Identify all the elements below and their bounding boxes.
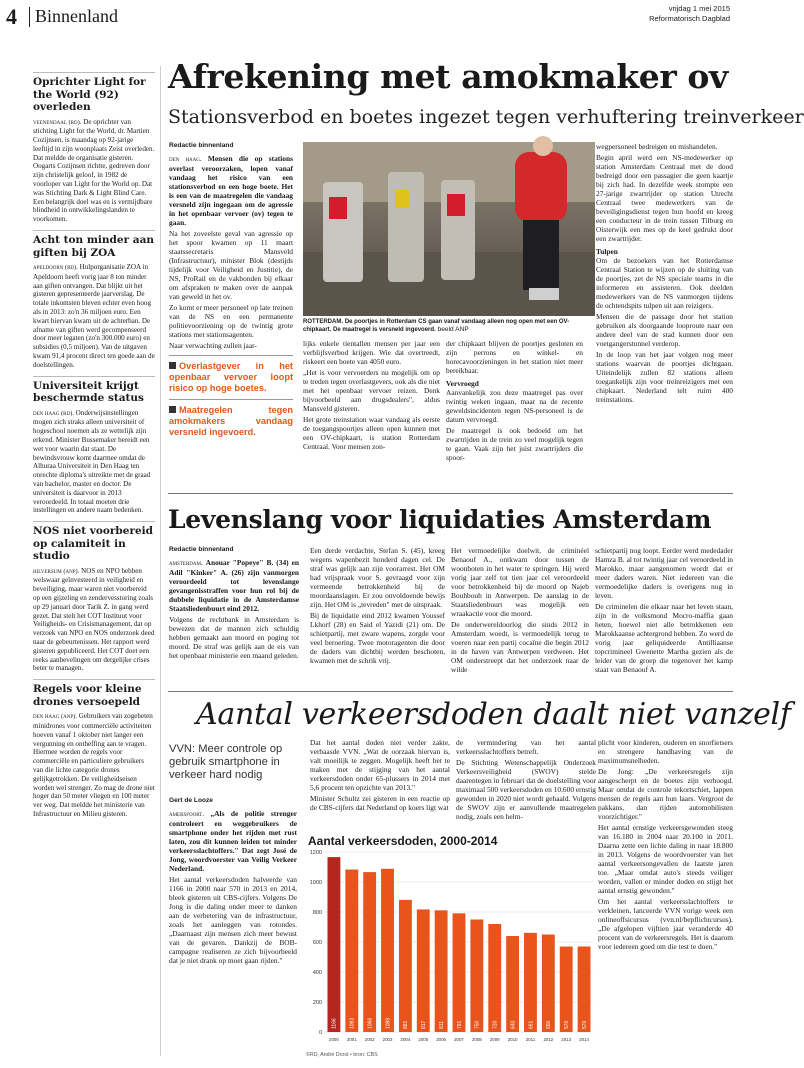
paragraph: Zo komt er meer personeel op late treinen van de NS en een permanente politievoorziening op de twintig grote stations met stationsagenten. bbox=[169, 303, 293, 339]
y-tick-label: 200 bbox=[312, 1000, 322, 1006]
paragraph: In de loop van het jaar volgen nog meer stations waarvan de poortjes dichtgaan. Uiteindelijk zullen 82 stations alleen toegankelijk zijn voor treinreizigers met een chipkaart. Nederland telt ruim 400 treinstations. bbox=[596, 350, 733, 404]
bar-value-label: 570 bbox=[581, 1020, 588, 1029]
x-tick-label: 2012 bbox=[543, 1037, 554, 1042]
paragraph: plicht voor kinderen, ouderen en snorfietsers en strengere handhaving van de maximumsnelheden. bbox=[598, 738, 733, 765]
bar bbox=[488, 924, 501, 1032]
bar-value-label: 817 bbox=[421, 1020, 428, 1029]
news-brief-body: Gebruikers van zogeheten minidrones voor commerciële activiteiten hoeven vanaf 1 oktober niet langer een vergunning en ontheffing aan te vragen. Hiermee worden de regels voor commerciële en particuliere gebruikers van die lichte categorie drones gelijkgetrokken. De veiligheidseisen worden wel strenger. Zo mag de drone niet hoger dan 50 meter vliegen en 100 meter ver weg. Dat meldde het ministerie van Infrastructuur en Milieu gisteren. bbox=[33, 712, 155, 819]
news-brief-dateline: hilversum (anp). bbox=[33, 567, 80, 575]
article2-col1-paras bbox=[169, 615, 299, 660]
paper-name: Reformatorisch Dagblad bbox=[649, 13, 730, 23]
bar bbox=[328, 857, 341, 1032]
paragraph: Een derde verdachte, Stefan S. (45), kreeg wegens wapenbezit honderd dagen cel. De straf was gelijk aan zijn voorarrest. Het OM had vrijspraak voor S. gevraagd voor zijn vermeende betrokkenheid bij de moordaanslagen. Er zou onvoldoende bewijs zijn. Het OM is „tevreden" met de uitspraak. bbox=[310, 546, 445, 609]
paragraph: Begin april werd een NS-medewerker op station Amsterdam Centraal met de dood bedreigd door een passagier die geen kaartje bij zich had. In dezelfde week stompte een 27-jarige zwartrijder op station Utrecht Centraal twee medewerkers van de beveiligingsdienst tegen hun hoofd en kreeg een conducteur in de trein tussen Tilburg en Oisterwijk een mes op de keel gedrukt door een zwartrijder. bbox=[596, 153, 733, 243]
x-tick-label: 2008 bbox=[471, 1037, 482, 1042]
paragraph: Volgens de rechtbank in Amsterdam is bewezen dat de mannen zich schuldig hebben gemaakt aan moord en poging tot moord. De straf was gelijk aan de eis van het openbaar ministerie een maand geleden. bbox=[169, 615, 299, 660]
article3-col1 bbox=[169, 797, 297, 1062]
news-brief-text bbox=[33, 712, 155, 819]
news-brief-body: Hulporganisatie ZOA in Apeldoorn heeft vorig jaar 8 ton minder aan giften ontvangen. Dat blijkt uit het gisteren gepresenteerde jaarverslag. De totale inkomsten bleven echter even hoog als in 2013: zo'n 36 miljoen euro. Een kwart hiervan kwam uit de achterban. De afname van giften werd gecompenseerd door meer legaten (zo'n 300.000 euro) en subsidies (0,5 miljoen). Van de uitgaven kwam 91,4 procent direct ten goede aan de doelstellingen. bbox=[33, 263, 155, 369]
pull-quote-1: Overlastgever in het openbaar vervoer loopt risico op hoge boetes. bbox=[169, 361, 293, 393]
news-brief-text bbox=[33, 567, 155, 674]
bar bbox=[363, 872, 376, 1032]
news-brief-title: Acht ton minder aan giften bij ZOA bbox=[33, 234, 155, 259]
y-tick-label: 1000 bbox=[309, 880, 322, 886]
bar-value-label: 811 bbox=[438, 1021, 445, 1029]
news-brief-title: NOS niet voorbereid op calamiteit in studio bbox=[33, 525, 153, 563]
pull-rule bbox=[169, 399, 293, 400]
pull-rule bbox=[169, 355, 293, 356]
news-brief-dateline: veenendaal (rd). bbox=[33, 118, 82, 126]
article3-lead: „Als de politie strenger controleert en weggebruikers de smartphone onder het rijden met rust laten, zou dit kunnen leiden tot minder verkeersslachtoffers." Dat zegt José de Jong, woordvoerster van Veilig Verkeer Nederland. bbox=[169, 809, 297, 873]
paragraph: De criminelen die elkaar naar het leven staan, zijn in de volksmond Mocro-maffia gaan heten, hoewel niet alle betrokkenen een Marokkaanse achtergrond hebben. Zo werd de vorig jaar geliquideerde Antilliaanse topcrimineel Gwenette Martha gezien als de leider van de groep die tegenover het kamp staat van Benaouf A. bbox=[595, 602, 733, 674]
paragraph: Het aantal ernstige verkeersgewonden steeg van 16.180 in 2004 naar 20.100 in 2011. Daarna zette een lichte daling in naar 18.800 in 2013. Volgens de woordvoerster van het aantal verkeersongevallen de laatste jaren toe. „Maar omdat auto's steeds veiliger worden, vallen er minder doden en stijgt het aantal ernstig gewonden." bbox=[598, 823, 733, 895]
news-brief-body: De oprichter van stichting Light for the World, dr. Martien Cozijnsen, is maandag op 92-jarige leeftijd in zijn woonplaats Zeist overleden. Dat meldde de organisatie gisteren. Oogarts Cozijnsen richtte, gedreven door zijn christelijk geloof, in 1982 de voorloper van Light for the World op. Dat was Stichting Dark & Light Blind Care. Een belangrijk doel was en is vermijdbare blindheid in ontwikkelingslanden te voorkomen. bbox=[33, 117, 155, 224]
news-brief-body: NOS en NPO hebben welswaar geïnvesteerd in veiligheid en beveiliging, maar waren niet voorbereid op een gijzeling en zendervesstoring zoals op 29 januari door Tarik Z. in gang werd gezet. Dat stelt het COT Instituut voor Veiligheids- en Crisismanagement, dat op verzoek van NPO en NOS onderzoek deed naar de gebeurtenissen. Het rapport werd gisteren gepubliceerd. Het COT doet een reeks aanbevelingen om dergelijke crises beter te managen. bbox=[33, 566, 155, 673]
bar bbox=[345, 870, 358, 1032]
date: vrijdag 1 mei 2015 bbox=[668, 4, 730, 13]
news-brief-dateline: den haag (anp). bbox=[33, 713, 77, 721]
article1-col4-paras bbox=[596, 142, 733, 243]
paragraph: Naar verwachting zullen jaar- bbox=[169, 341, 257, 350]
bar bbox=[381, 869, 394, 1032]
chart-source: ©RD, André Dorst • bron: CBS bbox=[306, 1052, 378, 1058]
x-tick-label: 2004 bbox=[400, 1037, 411, 1042]
divider bbox=[168, 691, 733, 692]
x-tick-label: 2000 bbox=[329, 1037, 339, 1042]
bar bbox=[542, 935, 555, 1033]
paragraph: De maatregel is ook bedoeld om het zwartrijden in de trein zo veel mogelijk tegen te gaan. Vaak zijn het juist zwartrijders die spoor- bbox=[446, 426, 583, 462]
header-divider bbox=[29, 7, 30, 27]
article1-col3b-paras bbox=[446, 388, 583, 462]
news-brief bbox=[33, 230, 155, 370]
paragraph: der chipkaart blijven de poortjes gesloten en zijn perrons en winkel- en horecavoorzieningen in het station niet meer bereikbaar. bbox=[446, 339, 583, 375]
news-brief-text bbox=[33, 409, 155, 516]
article1-subhead-vervroegd: Vervroegd bbox=[446, 379, 479, 388]
paragraph: Het vermoedelijke doelwit, de criminéel Benaouf A., ontkwam door tussen de woonboten in het water te springen. Hij werd vorig jaar zelf tot tien jaar cel veroordeeld voor betrokkenheid bij de moord op Najeb Bouhbouh in Antwerpen. De aanslag in de Staatsliedenbuurt was mogelijk een wraakactie voor die moord. bbox=[451, 546, 589, 618]
news-brief-dateline: apeldoorn (rd). bbox=[33, 264, 78, 272]
y-tick-label: 600 bbox=[312, 940, 322, 946]
news-brief-title: Oprichter Light for the World (92) overleden bbox=[33, 76, 146, 113]
divider bbox=[168, 493, 733, 494]
news-brief-title: Universiteit krijgt beschermde status bbox=[33, 379, 144, 405]
paragraph: Dat het aantal doden niet verder zakte, verbaasde VVN. „Wat de oorzaak hiervan is, valt moeilijk te zeggen. Mogelijk heeft het te maken met de stijging van het aantal verkeersdoden onder 65-plussers in 2014 met 5,6 procent ten opzichte van 2013." bbox=[310, 738, 450, 792]
article1-dateline: den haag. bbox=[169, 156, 202, 163]
article2-headline: Levenslang voor liquidaties Amsterdam bbox=[168, 505, 712, 534]
article3-col1-paras bbox=[169, 875, 297, 965]
bar bbox=[435, 910, 448, 1032]
bar-value-label: 650 bbox=[546, 1020, 553, 1029]
page-number: 4 bbox=[6, 4, 17, 29]
article1-col4b-paras bbox=[596, 256, 733, 404]
news-brief-title: Regels voor kleine drones versoepeld bbox=[33, 683, 142, 708]
paragraph: Om de bezoekers van het Rotterdamse Centraal Station te wijzen op de sluiting van de poortjes, zet de NS speciale teams in die informeren en assisteren. Ook deelden medewerkers van de NS vanmorgen tijdens de ochtendspits tulpen uit aan reizigers. bbox=[596, 256, 733, 310]
article3-headline: Aantal verkeersdoden daalt niet vanzelf bbox=[196, 697, 791, 732]
paragraph: De Jong: „De verkeersregels zijn aangescherpt en de boetes zijn verhoogd. Maar omdat de controle tekortschiet, lappen mensen de regels aan hun laars. Vergroot de pakkans, dan rijden automobilisten voorzichtiger." bbox=[598, 767, 733, 821]
traffic-deaths-chart bbox=[305, 846, 597, 1050]
bar-value-label: 570 bbox=[564, 1020, 570, 1029]
bar-value-label: 1083 bbox=[349, 1017, 356, 1029]
article1-headline: Afrekening met amokmaker ov bbox=[168, 57, 728, 96]
article2-byline: Redactie binnenland bbox=[169, 546, 234, 553]
bar-value-label: 1088 bbox=[385, 1017, 392, 1029]
bar-value-label: 720 bbox=[492, 1020, 499, 1029]
article3-col2 bbox=[310, 738, 450, 826]
article1-lead: Mensen die op stations overlast veroorzaken, lopen vanaf vandaag het risico van een stationsverbod en een hoge boete. Het is een van de maatregelen die vandaag versneld zijn ingegaan om de agressie in het openbaar vervoer (ov) tegen te gaan. bbox=[169, 154, 293, 227]
paragraph: de vermindering van het aantal verkeersslachtoffers betreft. bbox=[456, 738, 596, 756]
article2-col3 bbox=[451, 546, 589, 696]
bar bbox=[578, 947, 591, 1033]
x-tick-label: 2011 bbox=[525, 1037, 536, 1042]
x-tick-label: 2001 bbox=[346, 1037, 357, 1042]
y-tick-label: 1200 bbox=[309, 850, 322, 856]
news-brief bbox=[33, 72, 155, 224]
article1-col1 bbox=[169, 142, 293, 464]
chart-title: Aantal verkeersdoden, 2000-2014 bbox=[308, 834, 498, 848]
y-tick-label: 800 bbox=[312, 910, 322, 916]
bullet-square bbox=[169, 362, 176, 369]
paragraph: Om het aantal verkeersslachtoffers te verkleinen, lanceerde VVN vorige week een onlineoffsicursus (vvn.nl/bepflichtcursus). „De afgelopen vijftien jaar veranderde 40 procent van de verkeersregels. Het is daarom voor iedereen goed om die test te doen." bbox=[598, 897, 733, 951]
x-tick-label: 2006 bbox=[436, 1037, 447, 1042]
news-brief-text bbox=[33, 263, 155, 370]
photo-caption: ROTTERDAM. De poortjes in Rotterdam CS gaan vanaf vandaag alleen nog open met een OV-chipkaart. De maatregel is versneld ingevoerd. beeld ANP bbox=[303, 319, 570, 334]
paragraph: De Stichting Wetenschappelijk Onderzoek Verkeersveiligheid (SWOV) stelde daarentegen in februari dat de doelstelling voor maximaal 500 verkeersdoden en 10.600 ernstig gewonden in 2020 niet wordt gehaald. Volgens de SWOV zijn er aanvullende maatregelen nodig, zoals een helm- bbox=[456, 758, 596, 821]
x-tick-label: 2013 bbox=[561, 1037, 572, 1042]
y-tick-label: 0 bbox=[318, 1030, 322, 1036]
x-tick-label: 2010 bbox=[507, 1037, 518, 1042]
paragraph: Mensen die de passage door het station gebruiken als doorgaande looproute naar een andere deel van de stad kunnen door een voetgangerstunnel verderop. bbox=[596, 312, 733, 348]
article2-dateline: amsterdam. bbox=[169, 560, 203, 567]
article1-col1-paras bbox=[169, 229, 293, 350]
station-gates-illustration bbox=[303, 142, 595, 316]
paragraph: De onderwereldoorlog die sinds 2012 in Amsterdam woedt, is vermoedelijk terug te voeren naar een partij cocaïne die begin 2012 in de haven van Antwerpen verdween. Het OM onderstreept dat het onderzoek naar de wilde bbox=[451, 620, 589, 674]
news-brief-text bbox=[33, 118, 155, 225]
pull-quote-2: Maatregelen tegen amokmakers vandaag versneld ingevoerd. bbox=[169, 405, 293, 437]
article3-kicker: VVN: Meer controle op gebruik smartphone in verkeer hard nodig bbox=[169, 743, 283, 781]
bar-value-label: 661 bbox=[528, 1020, 535, 1029]
paragraph: Na het zoveelste geval van agressie op het spoor kwamen op 11 maart staatssecretaris Mansveld (Infrastructuur), minister Blok (destijds tijdelijk voor Veiligheid en Justitie), de NS, ProRail en de vakbonden bij elkaar om afspraken te maken over de aanpak van geweld in het ov. bbox=[169, 229, 293, 301]
paragraph: wegpersoneel bedreigen en mishandelen. bbox=[596, 142, 718, 151]
news-brief bbox=[33, 376, 155, 516]
article3-byline: Gert de Looze bbox=[169, 797, 213, 804]
bar bbox=[524, 933, 537, 1032]
header-dateline bbox=[649, 4, 730, 23]
bar bbox=[470, 920, 483, 1033]
bar-value-label: 791 bbox=[456, 1020, 463, 1029]
news-brief-body: Onderwijsinstellingen mogen zich straks alleen universiteit of hogeschool noemen als ze wettelijk zijn erkend. Minister Bussemaker bereidt een wet voor waarin dat staat. De bewindsvrouw komt daarmee omdat de Alhuraa Universiteit in Den Haag ten onrechte diploma's uitreikte met de graad van bachelor, master en doctor. De universiteit is daarvoor in 2013 veroordeeld. In totaal moeten drie instellingen en andere naam bedenken. bbox=[33, 408, 151, 515]
bar-value-label: 1166 bbox=[331, 1018, 338, 1029]
bar bbox=[560, 947, 573, 1033]
paragraph: Aanvankelijk zou deze maatregel pas over twintig weken ingaan, maar na de recente geweldsincidenten tegen NS-personeel is de datum vervroegd. bbox=[446, 388, 583, 424]
paragraph: „Het is voor vervoerders nu mogelijk om op te treden tegen overlastgevers, ook als die niet met het openbaar vervoer reizen. Denk bijvoorbeeld aan drugsdealers", aldus Mansveld gisteren. bbox=[303, 368, 440, 413]
article1-subhead-tulpen: Tulpen bbox=[596, 247, 618, 256]
news-brief-dateline: den haag (rd). bbox=[33, 409, 74, 417]
bar-value-label: 750 bbox=[474, 1020, 481, 1029]
bar bbox=[453, 913, 466, 1032]
x-tick-label: 2002 bbox=[364, 1037, 375, 1042]
x-tick-label: 2009 bbox=[489, 1037, 500, 1042]
x-tick-label: 2005 bbox=[418, 1037, 429, 1042]
article1-col3 bbox=[446, 339, 583, 467]
bullet-square bbox=[169, 406, 176, 413]
paragraph: lijks enkele tientallen mensen per jaar een verblijfsverbod krijgen. Wie dat overtreedt, riskeert een boete van 4050 euro. bbox=[303, 339, 440, 366]
paragraph: Het aantal verkeersdoden halveerde van 1166 in 2000 naar 570 in 2013 en 2014, bleek gisteren uit CBS-cijfers. Volgens De Jong is die daling onder meer te danken aan de verbetering van de infrastructuur, zoals het aanleggen van rotondes. „Daarnaast zijn mensen zich meer bewust van de gevaren. Dankzij de BOB-campagne realiseren ze zich bijvoorbeeld dat je niet drank op moet gaan rijden." bbox=[169, 875, 297, 965]
news-briefs bbox=[33, 72, 155, 1048]
paragraph: Bij de liquidatie eind 2012 kwamen Youssef Lkhorf (28) en Said el Yazidi (21) om. De schietpartij, met zware wapens, zorgde voor veel beroering. Twee motoragenten die door de daders van dichtbij werden beschoten, kwamen met de schrik vrij. bbox=[310, 611, 445, 665]
article2-lead: Anouar "Popeye" B. (34) en Adil "Kinker" A. (26) zijn vanmorgen veroordeeld tot levenslange gevangenisstraffen voor hun rol bij de dubbele liquidatie in de Amsterdamse Staatsliedenbuurt eind 2012. bbox=[169, 558, 299, 613]
article3-dateline: amersfoort. bbox=[169, 811, 205, 818]
news-brief bbox=[33, 679, 155, 819]
article1-col3-paras bbox=[446, 339, 583, 375]
bar bbox=[399, 900, 412, 1032]
y-tick-label: 400 bbox=[312, 970, 322, 976]
article1-col2 bbox=[303, 339, 440, 467]
article1-col4 bbox=[596, 142, 733, 467]
article2-col2 bbox=[310, 546, 445, 696]
article3-col3 bbox=[456, 738, 596, 826]
x-tick-label: 2014 bbox=[579, 1037, 589, 1042]
article1-subheadline: Stationsverbod en boetes ingezet tegen verhuftering treinverkeer bbox=[168, 106, 804, 128]
sidebar-divider bbox=[160, 66, 161, 1056]
article2-col4 bbox=[595, 546, 733, 696]
news-brief bbox=[33, 521, 155, 673]
paragraph: Minister Schultz zei gisteren in een reactie op de CBS-cijfers dat Nederland op koers ligt wat bbox=[310, 794, 450, 812]
paragraph: schietpartij nog loopt. Eerder werd mededader Hamza B. al tot twintig jaar cel veroordeeld in Marokko, maar aangenomen wordt dat er meer daders waren. Niet iedereen van die vermoedelijke daders is overigens nog in leven. bbox=[595, 546, 733, 600]
x-tick-label: 2007 bbox=[454, 1037, 464, 1042]
paragraph: Het grote treinstation waar vandaag als eerste de toegangspoortjes alleen open kunnen met een OV-chipkaart, is station Rotterdam Centraal. Voor mensen zon- bbox=[303, 415, 440, 451]
bar bbox=[417, 909, 430, 1032]
section-title: Binnenland bbox=[35, 6, 118, 26]
bar-value-label: 640 bbox=[510, 1020, 517, 1029]
bar-value-label: 1066 bbox=[367, 1017, 374, 1029]
x-tick-label: 2003 bbox=[382, 1037, 393, 1042]
article2-col1 bbox=[169, 546, 299, 696]
bar bbox=[506, 936, 519, 1032]
article3-col4 bbox=[598, 738, 733, 1063]
article1-byline: Redactie binnenland bbox=[169, 142, 234, 149]
article1-photo bbox=[303, 142, 595, 316]
bar-value-label: 881 bbox=[403, 1020, 410, 1029]
